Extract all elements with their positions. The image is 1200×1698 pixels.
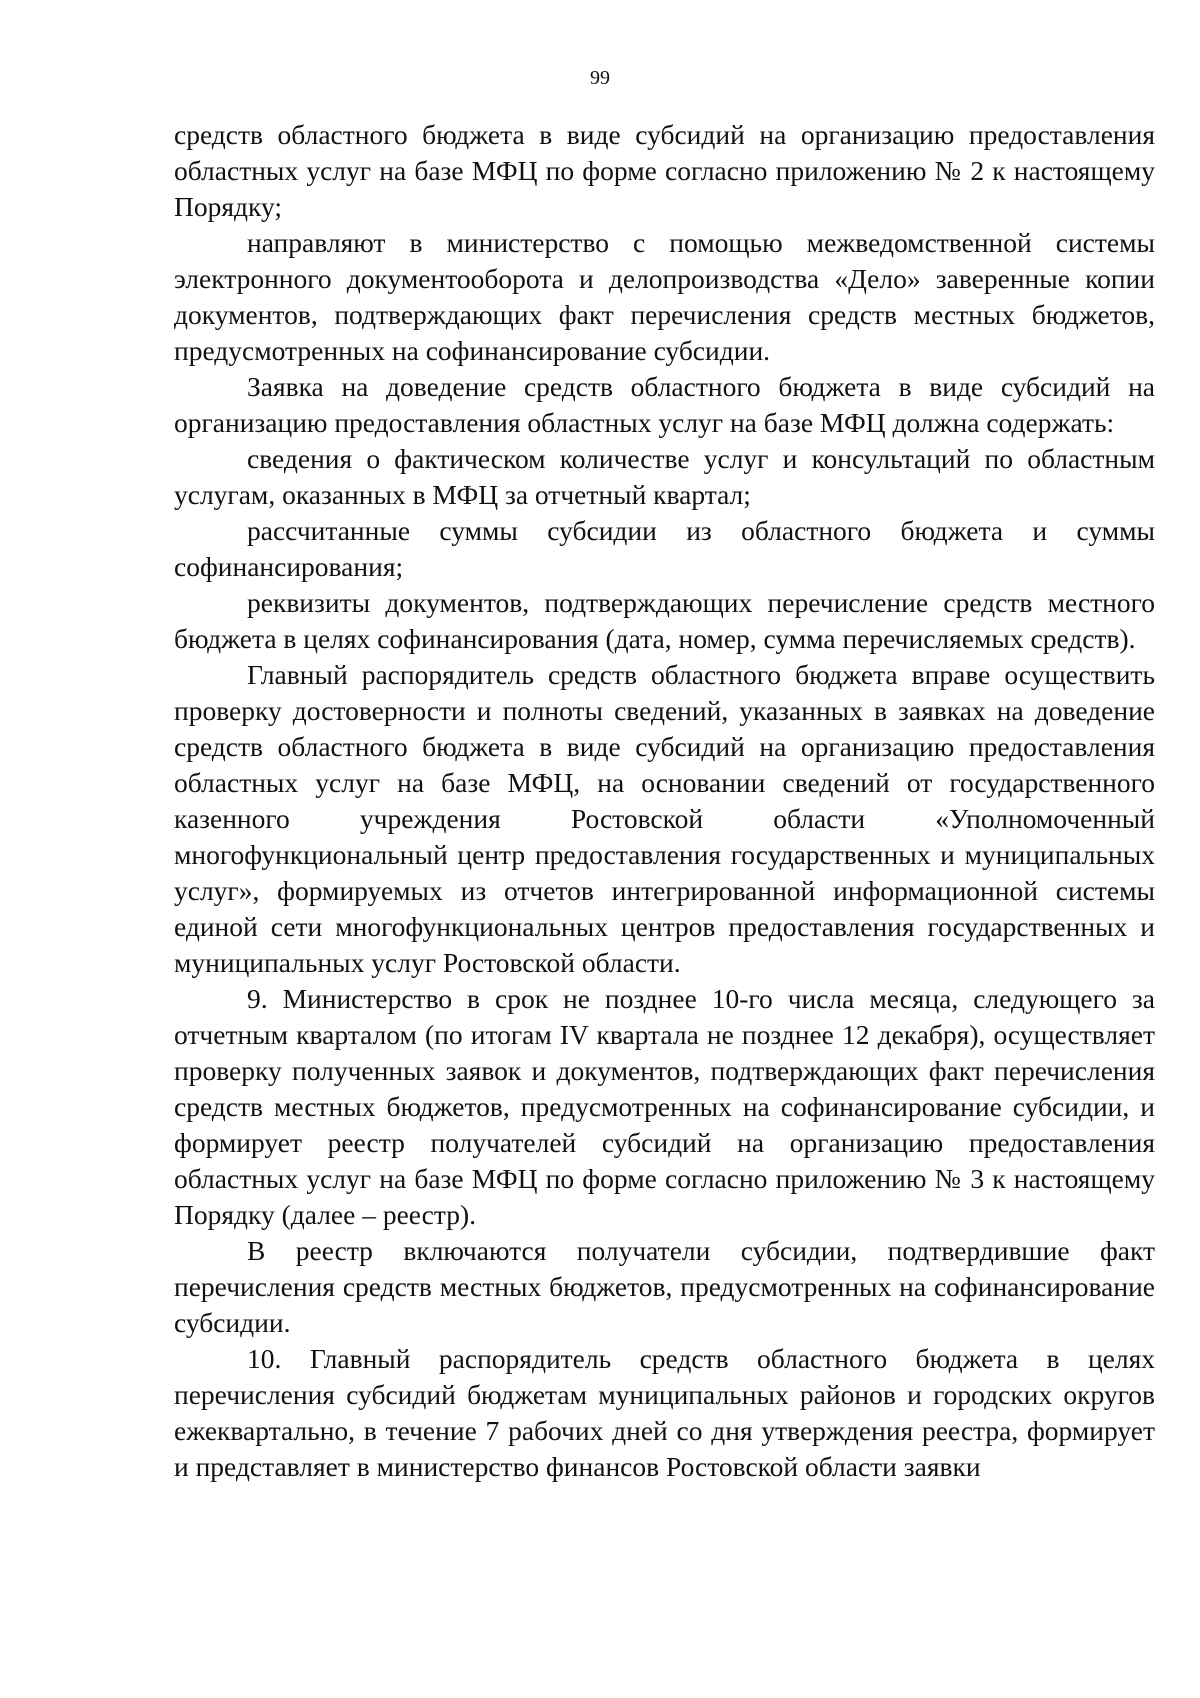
paragraph-continuation: средств областного бюджета в виде субсидий на организацию предоставления областных услуг на базе МФЦ по форме согласно приложению № 2 к настоящему Порядку;: [174, 119, 1155, 222]
paragraph-document-details: реквизиты документов, подтверждающих перечисление средств местного бюджета в целях софинансирования (дата, номер, сумма перечисляемых средств).: [174, 587, 1155, 654]
paragraph-registry: В реестр включаются получатели субсидии, подтвердившие факт перечисления средств местных бюджетов, предусмотренных на софинансирование субсидии.: [174, 1235, 1155, 1338]
paragraph-clause-10: 10. Главный распорядитель средств областного бюджета в целях перечисления субсидий бюджетам муниципальных районов и городских округов ежеквартально, в течение 7 рабочих дней со дня утверждения реестра, формирует и представляет в министерство финансов Ростовской области заявки: [174, 1343, 1155, 1482]
paragraph-application-contents: Заявка на доведение средств областного бюджета в виде субсидий на организацию предоставления областных услуг на базе МФЦ должна содержать:: [174, 371, 1155, 438]
paragraph-services-info: сведения о фактическом количестве услуг и консультаций по областным услугам, оказанных в МФЦ за отчетный квартал;: [174, 443, 1155, 510]
paragraph-verification: Главный распорядитель средств областного бюджета вправе осуществить проверку достоверности и полноты сведений, указанных в заявках на доведение средств областного бюджета в виде субсидий на организацию предоставления областных услуг на базе МФЦ, на основании сведений от государственного казенного учреждения Ростовской области «Уполномоченный многофункциональный центр предоставления государственных и муниципальных услуг», формируемых из отчетов интегрированной информационной системы единой сети многофункциональных центров предоставления государственных и муниципальных услуг Ростовской области.: [174, 659, 1155, 978]
page-number: 99: [590, 67, 610, 89]
paragraph-send-documents: направляют в министерство с помощью межведомственной системы электронного документооборота и делопроизводства «Дело» заверенные копии документов, подтверждающих факт перечисления средств местных бюджетов, предусмотренных на софинансирование субсидии.: [174, 227, 1155, 366]
document-body: [174, 117, 1155, 1485]
paragraph-subsidy-sums: рассчитанные суммы субсидии из областного бюджета и суммы софинансирования;: [174, 515, 1155, 582]
paragraph-clause-9: 9. Министерство в срок не позднее 10-го числа месяца, следующего за отчетным кварталом (по итогам IV квартала не позднее 12 декабря), осуществляет проверку полученных заявок и документов, подтверждающих факт перечисления средств местных бюджетов, предусмотренных на софинансирование субсидии, и формирует реестр получателей субсидий на организацию предоставления областных услуг на базе МФЦ по форме согласно приложению № 3 к настоящему Порядку (далее – реестр).: [174, 983, 1155, 1230]
